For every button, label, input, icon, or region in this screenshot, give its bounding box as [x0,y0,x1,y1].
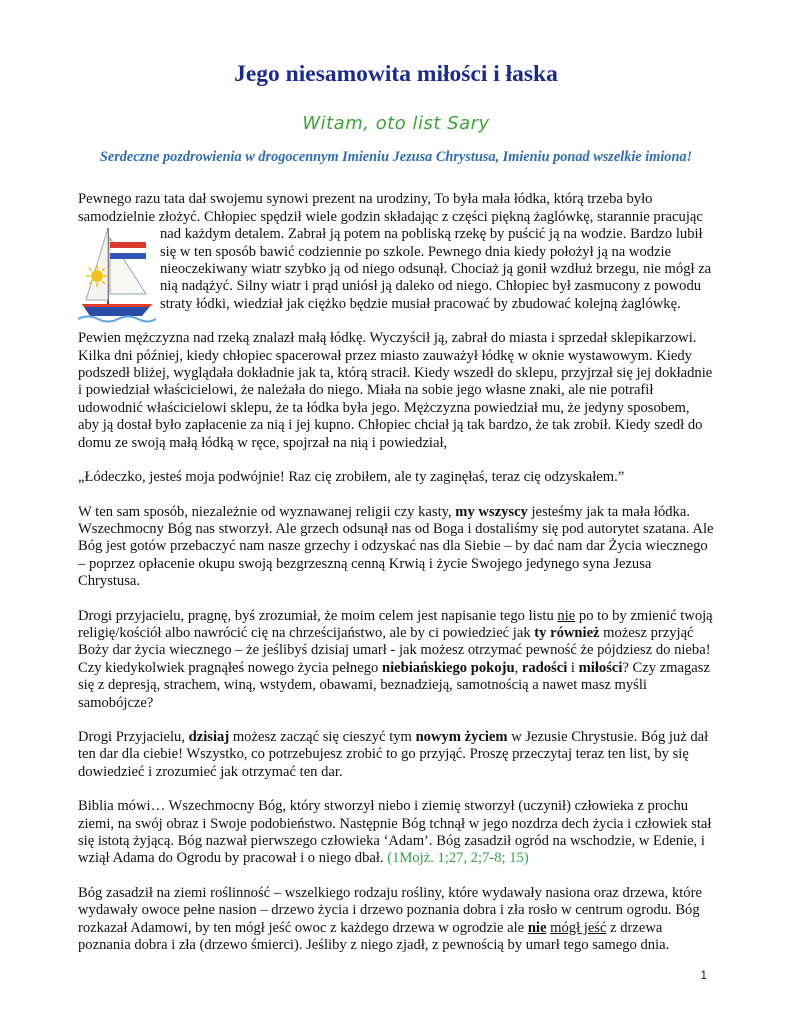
p7-text-a: Biblia mówi… Wszechmocny Bóg, który stworzył niebo i ziemię stworzył (uczynił) człowieka z prochu ziemi, na swój obraz i Swoje podobieństwo. Następnie Bóg tchnął w jego nozdrza dech życia i człowiek stał się istotą żyjącą. Bóg nazwał pierwszego człowieka ‘Adam’. Bóg zasadził ogród na wschodzie, w Edenie, i wziął Adama do Ogrodu by pracował i o niego dbał. [78,798,712,867]
sailboat-icon [78,224,156,324]
p4-bold-my-wszyscy: my wszyscy [455,503,528,520]
paragraph-6 [78,729,714,781]
paragraph-1-line-1: Pewnego razu tata dał swojemu synowi prezent na urodziny, To była mała łódka, którą trzeba było [78,191,653,208]
p6-bold-nowym-zyciem: nowym życiem [415,728,508,745]
page-title: Jego niesamowita miłości i łaska [234,61,558,87]
p8-text-a: Bóg zasadził na ziemi roślinność – wszelkiego rodzaju rośliny, które wydawały nasiona oraz drzewa, które wydawały owoce pełne nasion – drzewo życia i drzewo poznania dobra i zła rosło w centrum ogrodu. Bóg rozkazał Adamowi, by ten mógł jeść owoc z każdego drzewa w ogrodzie ale [78,884,702,936]
p5-text-a: Drogi przyjacielu, pragnę, byś zrozumiał, że moim celem jest napisanie tego listu [78,607,558,624]
p6-text-c: możesz zacząć się cieszyć tym [229,728,416,745]
p5-bold-ty-rowniez: ty również [534,624,600,641]
paragraph-7 [78,798,714,868]
paragraph-4 [78,504,714,591]
p5-text-c: po to by zmienić twoją religię/kościół albo nawrócić cię na chrześcijaństwo, ale by ci powiedzieć jak [78,607,713,641]
p5-text-i: i [567,659,579,676]
p4-text-a: W ten sam sposób, niezależnie od wyznawanej religii czy kasty, [78,503,456,520]
paragraph-5 [78,608,714,712]
p5-underline-nie: nie [557,607,576,624]
p4-text-c: jesteśmy jak ta mała łódka. Wszechmocny Bóg nas stworzył. Ale grzech odsunął nas od Boga i dostaliśmy się pod autorytet szatana. Ale Bóg jest gotów przebaczyć nam nasze grzechy i odzyskać nas dla Siebie – by dać nam dar Życia wiecznego – poprzez opłacenie okupu swoją bezgrzeszną cenną Krwią i życie Swojego jedynego syna Jezusa Chrystusa. [78,503,714,590]
p5-bold-radosci: radości [521,659,568,676]
paragraph-3-quote: „Łódeczko, jesteś moja podwójnie! Raz cię zrobiłem, ale ty zaginęłaś, teraz cię odzyskałem.” [78,469,625,486]
greeting-line: Serdeczne pozdrowienia w drogocennym Imieniu Jezusa Chrystusa, Imieniu ponad wszelkie imiona! [99,149,693,165]
p8-bold-underline-nie: nie [527,919,547,936]
p8-text-e: z drzewa poznania dobra i zła (drzewo śmierci). Jeśliby z niego zjadł, z pewnością by umarł tego samego dnia. [78,919,670,954]
paragraph-1-wrapped: nad każdym detalem. Zabrał ją potem na pobliską rzekę by puścić ją na wodzie. Bardzo lubił się w ten sposób bawić codziennie po szkole. Pewnego dnia kiedy położył ją na wodzie nieoczekiwany wiatr szybko ją od niego odsunął. Chociaż ją gonił wzdłuż brzegu, nie mógł za nią nadążyć. Silny wiatr i prąd uniósł ją daleko od niego. Chłopiec był zasmucony z powodu straty łódki, wiedział jak ciężko będzie musiał pracować by zbudować kolejną żaglówkę. [160,226,712,312]
bible-reference: (1Mojż. 1;27, 2;7-8; 15) [387,850,529,867]
p6-text-a: Drogi Przyjacielu, [78,728,189,745]
paragraph-1-line-2: samodzielnie złożyć. Chłopiec spędził wiele godzin składając z części piękną żaglówkę, starannie pracując [78,208,703,225]
p5-bold-pokoju: niebiańskiego pokoju [381,659,515,676]
p5-text-k: ? Czy zmagasz się z depresją, strachem, winą, wstydem, obawami, beznadzieją, samotnością a nawet masz myśli samobójcze? [78,659,710,711]
script-subtitle: Witam, oto list Sary [302,113,490,134]
paragraph-2: Pewien mężczyzna nad rzeką znalazł małą łódkę. Wyczyścił ją, zabrał do miasta i sprzedał sklepikarzowi. Kilka dni później, kiedy chłopiec spacerował przez miasto zauważył łódkę w oknie wystawowym. Kiedy podszedł bliżej, wyglądała dokładnie jak ta, którą stracił. Kiedy wszedł do sklepu, przyjrzał się jej dokładnie i powiedział właścicielowi, że należała do niego. Miała na sobie jego własne znaki, ale nie potrafił udowodnić właścicielowi sklepu, że ta łódka była jego. Mężczyzna powiedział mu, że jedyny sposobem, aby ją dostał było zapłacenie za nią i jej kupno. Chłopiec chciał ją tak bardzo, że tak zrobił. Kiedy szedł do domu ze swoją małą łódką w ręce, spojrzał na nią i powiedział, [78,330,713,451]
p6-bold-dzisiaj: dzisiaj [188,728,230,745]
p5-text-e: możesz przyjąć Boży dar życia wiecznego – że jeślibyś dzisiaj umarł - jak możesz otrzymać pewność że pójdziesz do nieba! Czy kiedykolwiek pragnąłeś nowego życia pełnego [78,624,711,676]
paragraph-8 [78,885,714,955]
document-body [78,60,714,954]
p6-text-e: w Jezusie Chrystusie. Bóg już dał ten dar dla ciebie! Wszystko, co potrzebujesz zrobić to go przyjąć. Proszę przeczytaj teraz ten list, by się dowiedzieć i zrozumieć jak otrzymać ten dar. [78,728,709,780]
p5-text-g: , [514,659,522,676]
p8-underline-mogl-jesc: mógł jeść [550,919,607,936]
page-number: 1 [700,968,707,982]
p5-bold-milosci: miłości [578,659,623,676]
paragraph-1 [78,191,714,313]
